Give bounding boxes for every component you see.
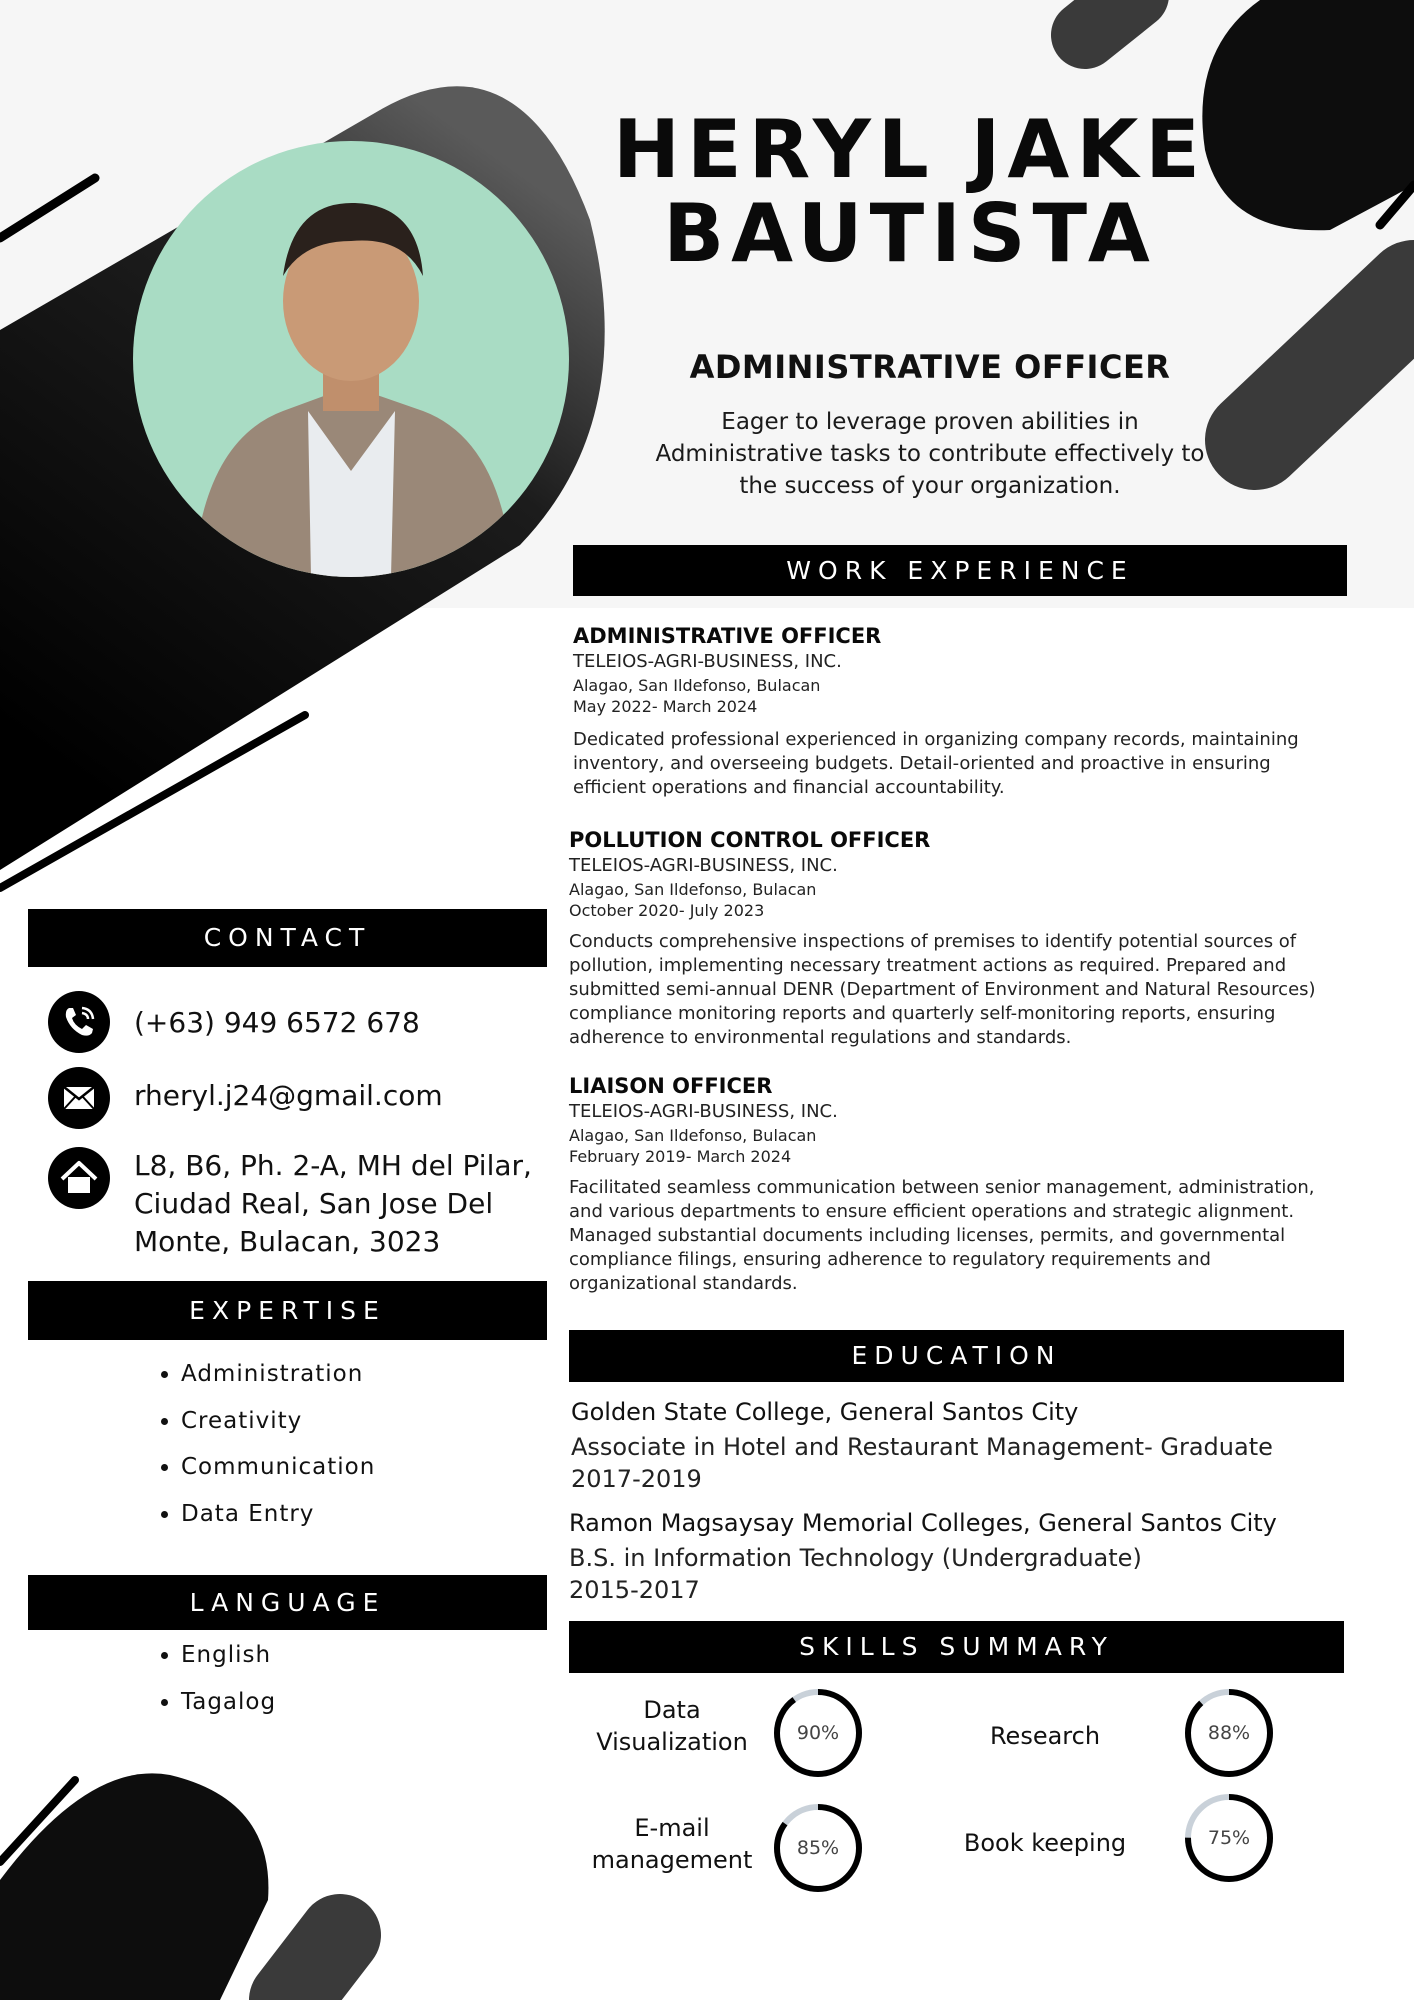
job-description: Dedicated professional experienced in organizing company records, maintaining inventory, and overseeing budgets. Detail-oriented and proactive in ensuring efficient operations and financial accountability. [573,729,1299,798]
skill-percent: 88% [1207,1722,1251,1744]
phone-number: (+63) 949 6572 678 [134,1006,420,1039]
skill-label [572,1694,772,1758]
language-header: LANGUAGE [28,1575,547,1630]
skill-ring [772,1687,864,1779]
job-dates: May 2022- March 2024 [573,697,758,716]
language-item: • English [181,1642,537,1689]
job-company: TELEIOS-AGRI-BUSINESS, INC. [569,1101,838,1122]
address-line: Monte, Bulacan, 3023 [134,1225,441,1258]
mail-icon [48,1067,110,1129]
job-title: ADMINISTRATIVE OFFICER [573,624,882,648]
job-description: Facilitated seamless communication between senior management, administration, and various departments to ensure efficient operations and strategic alignment. Managed substantial documents including licenses, permits, and governmental compliance filings, ensuring adherence to regulatory requirements and organizational standards. [569,1177,1315,1294]
education-header: EDUCATION [569,1330,1344,1382]
name-line-2: BAUTISTA [663,187,1157,280]
phone-icon [48,991,110,1053]
job-location: Alagao, San Ildefonso, Bulacan [573,676,821,695]
deco-capsule-gray [1085,0,1135,35]
skill-label-line: Visualization [596,1728,748,1756]
job-location: Alagao, San Ildefonso, Bulacan [569,1126,817,1145]
skill-percent: 90% [796,1722,840,1744]
skill-ring [772,1802,864,1894]
skill-ring [1183,1687,1275,1779]
contact-header: CONTACT [28,909,547,967]
skill-label-line: Book keeping [963,1829,1127,1857]
job-title: POLLUTION CONTROL OFFICER [569,828,931,852]
address-line: L8, B6, Ph. 2-A, MH del Pilar, [134,1149,532,1182]
job-location: Alagao, San Ildefonso, Bulacan [569,880,817,899]
education-years: 2015-2017 [569,1576,700,1604]
skills-summary-header: SKILLS SUMMARY [569,1621,1344,1673]
job-entry [569,1074,1343,1296]
job-role-title: ADMINISTRATIVE OFFICER [689,348,1171,386]
education-school: Ramon Magsaysay Memorial Colleges, General Santos City [569,1509,1277,1537]
home-icon [48,1147,110,1209]
expertise-item: • Administration [181,1361,537,1408]
address-text [134,1147,532,1261]
work-experience-header: WORK EXPERIENCE [573,545,1347,596]
skill-label [945,1827,1145,1859]
deco-line [0,178,95,238]
education-years: 2017-2019 [571,1465,702,1493]
job-dates: October 2020- July 2023 [569,901,765,920]
deco-blob-black [0,1773,268,2000]
profile-summary: Eager to leverage proven abilities in Administrative tasks to contribute effectively to the success of your organization. [655,409,1205,499]
candidate-name [560,103,1260,280]
job-entry [569,828,1343,1050]
job-company: TELEIOS-AGRI-BUSINESS, INC. [569,855,838,876]
contact-phone [48,991,568,1053]
deco-capsule-gray [1255,290,1414,440]
education-program: Associate in Hotel and Restaurant Management- Graduate [571,1433,1273,1461]
skill-label [572,1812,772,1876]
skill-percent: 85% [796,1837,840,1859]
language-list [157,1642,537,1735]
contact-email [48,1067,568,1129]
expertise-header: EXPERTISE [28,1281,547,1340]
address-line: Ciudad Real, San Jose Del [134,1187,494,1220]
expertise-item: • Communication [181,1454,537,1501]
education-program: B.S. in Information Technology (Undergraduate) [569,1544,1142,1572]
education-school: Golden State College, General Santos City [571,1398,1079,1426]
job-dates: February 2019- March 2024 [569,1147,792,1166]
email-address: rheryl.j24@gmail.com [134,1079,443,1112]
name-line-1: HERYL JAKE [613,103,1207,196]
education-entry [569,1507,1344,1606]
expertise-item: • Data Entry [181,1501,537,1548]
skill-ring [1183,1792,1275,1884]
skill-label-line: management [591,1846,753,1874]
profile-photo [133,141,569,577]
skill-percent: 75% [1207,1827,1251,1849]
job-title: LIAISON OFFICER [569,1074,773,1098]
language-item: • Tagalog [181,1689,537,1736]
deco-capsule-gray [290,1935,340,2000]
contact-address [48,1147,568,1267]
job-description: Conducts comprehensive inspections of premises to identify potential sources of pollution, implementing necessary treatment actions as required. Prepared and submitted semi-annual DENR (Department of Environment and Natural Resources) compliance monitoring reports and quarterly self-monitoring reports, ensuring adherence to environmental regulations and standards. [569,931,1316,1048]
job-company: TELEIOS-AGRI-BUSINESS, INC. [573,651,842,672]
expertise-list [157,1361,537,1547]
skill-label-line: E-mail [634,1814,710,1842]
skill-label-line: Research [989,1722,1101,1750]
skill-label-line: Data [643,1696,701,1724]
skill-label [945,1720,1145,1752]
job-entry [573,624,1343,800]
expertise-item: • Creativity [181,1408,537,1455]
education-entry [571,1396,1341,1495]
